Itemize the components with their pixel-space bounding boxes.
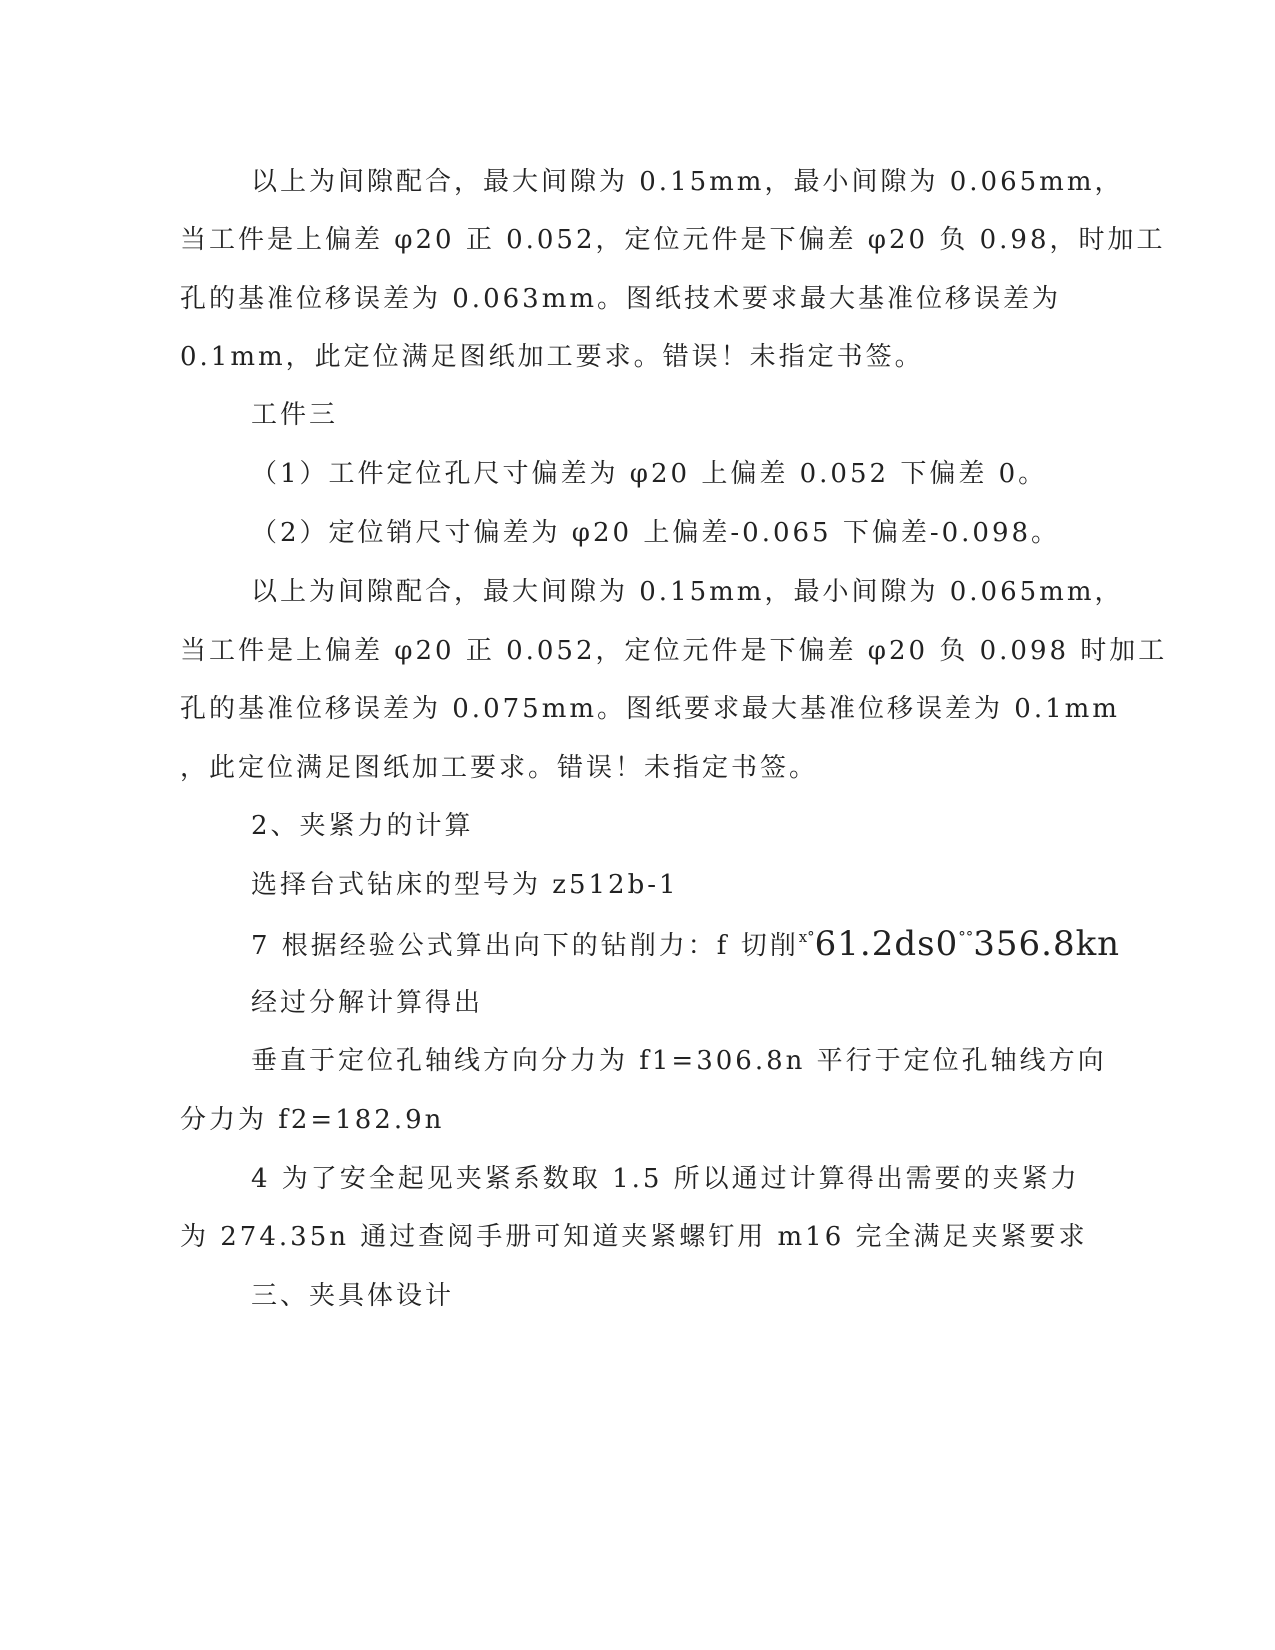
paragraph-line: 为 274.35n 通过查阅手册可知道夹紧螺钉用 m16 完全满足夹紧要求 xyxy=(180,1222,1088,1252)
paragraph-line: 以上为间隙配合，最大间隙为 0.15mm，最小间隙为 0.065mm， xyxy=(251,167,1124,197)
section-heading: 2、夹紧力的计算 xyxy=(251,811,474,841)
formula-superscript: °° xyxy=(958,928,974,946)
section-heading: 工件三 xyxy=(251,400,339,430)
paragraph-line: 4 为了安全起见夹紧系数取 1.5 所以通过计算得出需要的夹紧力 xyxy=(251,1164,1080,1194)
formula-main: 61.2ds0 xyxy=(814,924,959,964)
list-item: （1）工件定位孔尺寸偏差为 φ20 上偏差 0.052 下偏差 0。 xyxy=(251,459,1048,489)
paragraph-line: 垂直于定位孔轴线方向分力为 f1=306.8n 平行于定位孔轴线方向 xyxy=(251,1046,1107,1076)
paragraph-line: 选择台式钻床的型号为 z512b-1 xyxy=(251,870,679,900)
formula-result: 356.8kn xyxy=(973,924,1121,964)
paragraph-line: 孔的基准位移误差为 0.075mm。图纸要求最大基准位移误差为 0.1mm xyxy=(180,694,1120,724)
paragraph-line: ，此定位满足图纸加工要求。错误！未指定书签。 xyxy=(180,753,819,783)
formula-prefix: 7 根据经验公式算出向下的钻削力：f 切削 xyxy=(251,931,799,961)
paragraph-line: 当工件是上偏差 φ20 正 0.052，定位元件是下偏差 φ20 负 0.098 时加工 xyxy=(180,636,1168,666)
paragraph-line: 以上为间隙配合，最大间隙为 0.15mm，最小间隙为 0.065mm， xyxy=(251,577,1124,607)
section-heading: 三、夹具体设计 xyxy=(251,1281,455,1311)
formula-superscript: x° xyxy=(798,928,815,946)
paragraph-line: 孔的基准位移误差为 0.063mm。图纸技术要求最大基准位移误差为 xyxy=(180,284,1062,314)
formula-line xyxy=(251,926,1120,966)
paragraph-line: 0.1mm，此定位满足图纸加工要求。错误！未指定书签。 xyxy=(180,342,924,372)
paragraph-line: 经过分解计算得出 xyxy=(251,988,484,1018)
paragraph-line: 当工件是上偏差 φ20 正 0.052，定位元件是下偏差 φ20 负 0.98，时加工 xyxy=(180,225,1166,255)
list-item: （2）定位销尺寸偏差为 φ20 上偏差-0.065 下偏差-0.098。 xyxy=(251,518,1061,548)
paragraph-line: 分力为 f2=182.9n xyxy=(180,1105,445,1135)
